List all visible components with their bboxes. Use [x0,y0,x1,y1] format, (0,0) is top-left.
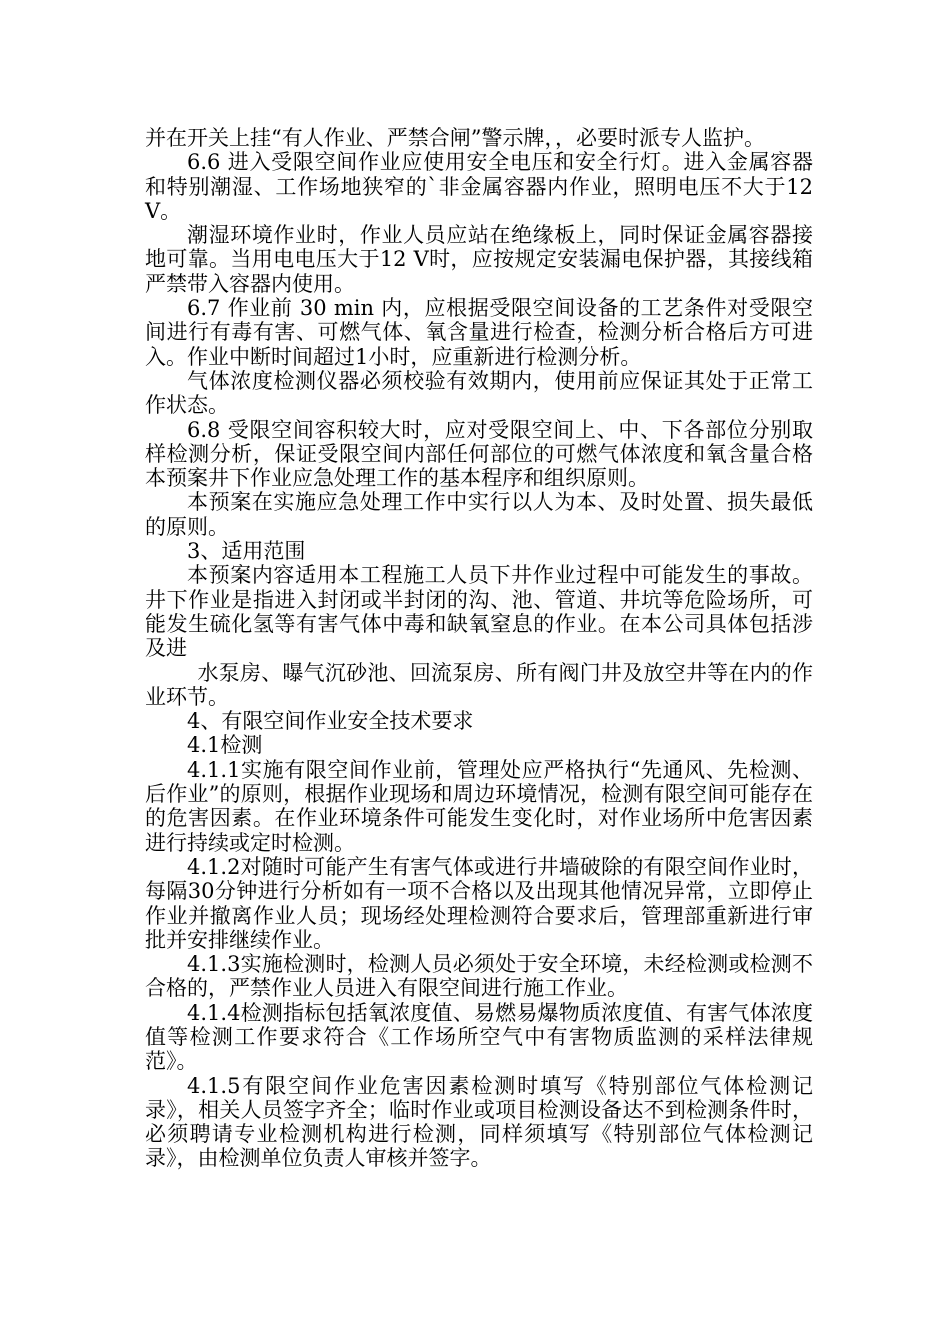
section-heading-scope: 3、适用范围 [187,539,306,564]
paragraph-4-1-4: 4.1.4检测指标包括氧浓度值、易燃易爆物质浓度值、有害气体浓度值等检测工作要求符合《工作场所空气中有害物质监测的采样法律规范》。 [145,1000,813,1074]
paragraph-4-1-5: 4.1.5有限空间作业危害因素检测时填写《特别部位气体检测记录》，相关人员签字齐全；临时作业或项目检测设备达不到检测条件时，必须聘请专业检测机构进行检测，同样须填写《特别部位气体检测记录》，由检测单位负责人审核并签字。 [145,1073,813,1171]
paragraph-6-8: 6.8 受限空间容积较大时，应对受限空间上、中、下各部位分别取样检测分析，保证受限空间内部任何部位的可燃气体浓度和氧含量合格本预案井下作业应急处理工作的基本程序和组织原则。 [145,417,813,491]
subsection-heading-detection: 4.1检测 [187,733,263,758]
paragraph-scope: 本预案内容适用本工程施工人员下井作业过程中可能发生的事故。 井下作业是指进入封闭或半封闭的沟、池、管道、井坑等危险场所，可能发生硫化氢等有害气体中毒和缺氧窒息的作业。在本公司具体包括涉及进 [145,563,813,661]
paragraph-pump-room: 水泵房、曝气沉砂池、回流泵房、所有阀门井及放空井等在内的作业环节。 [145,660,813,709]
section-heading-requirements: 4、有限空间作业安全技术要求 [187,709,474,734]
paragraph-4-1-3: 4.1.3实施检测时，检测人员必须处于安全环境，未经检测或检测不合格的，严禁作业人员进入有限空间进行施工作业。 [145,952,813,1001]
paragraph-principle: 本预案在实施应急处理工作中实行以人为本、及时处置、损失最低的原则。 [145,490,813,539]
paragraph-warning-sign: 并在开关上挂“有人作业、严禁合闸”警示牌，，必要时派专人监护。 [145,126,765,150]
paragraph-gas-detector: 气体浓度检测仪器必须校验有效期内，使用前应保证其处于正常工作状态。 [145,368,813,418]
paragraph-4-1-1: 4.1.1实施有限空间作业前，管理处应严格执行“先通风、先检测、后作业”的原则，根据作业现场和周边环境情况，检测有限空间可能存在的危害因素。在作业环境条件可能发生变化时，对作业场所中危害因素进行持续或定时检测。 [145,757,813,855]
paragraph-4-1-2: 4.1.2对随时可能产生有害气体或进行井墙破除的有限空间作业时，每隔30分钟进行分析如有一项不合格以及出现其他情况异常，立即停止作业并撤离作业人员；现场经处理检测符合要求后，管理部重新进行审批并安排继续作业。 [145,854,813,952]
paragraph-humid-environment: 潮湿环境作业时，作业人员应站在绝缘板上，同时保证金属容器接地可靠。当用电电压大于12 V时，应按规定安装漏电保护器，其接线箱严禁带入容器内使用。 [145,223,813,296]
document-body [145,126,813,1171]
paragraph-6-6: 6.6 进入受限空间作业应使用安全电压和安全行灯。进入金属容器和特别潮湿、工作场地狭窄的`非金属容器内作业，照明电压不大于12 V。 [145,150,813,223]
paragraph-6-7: 6.7 作业前 30 min 内，应根据受限空间设备的工艺条件对受限空间进行有毒有害、可燃气体、氧含量进行检查，检测分析合格后方可进入。作业中断时间超过1小时，应重新进行检测分析。 [145,296,813,369]
